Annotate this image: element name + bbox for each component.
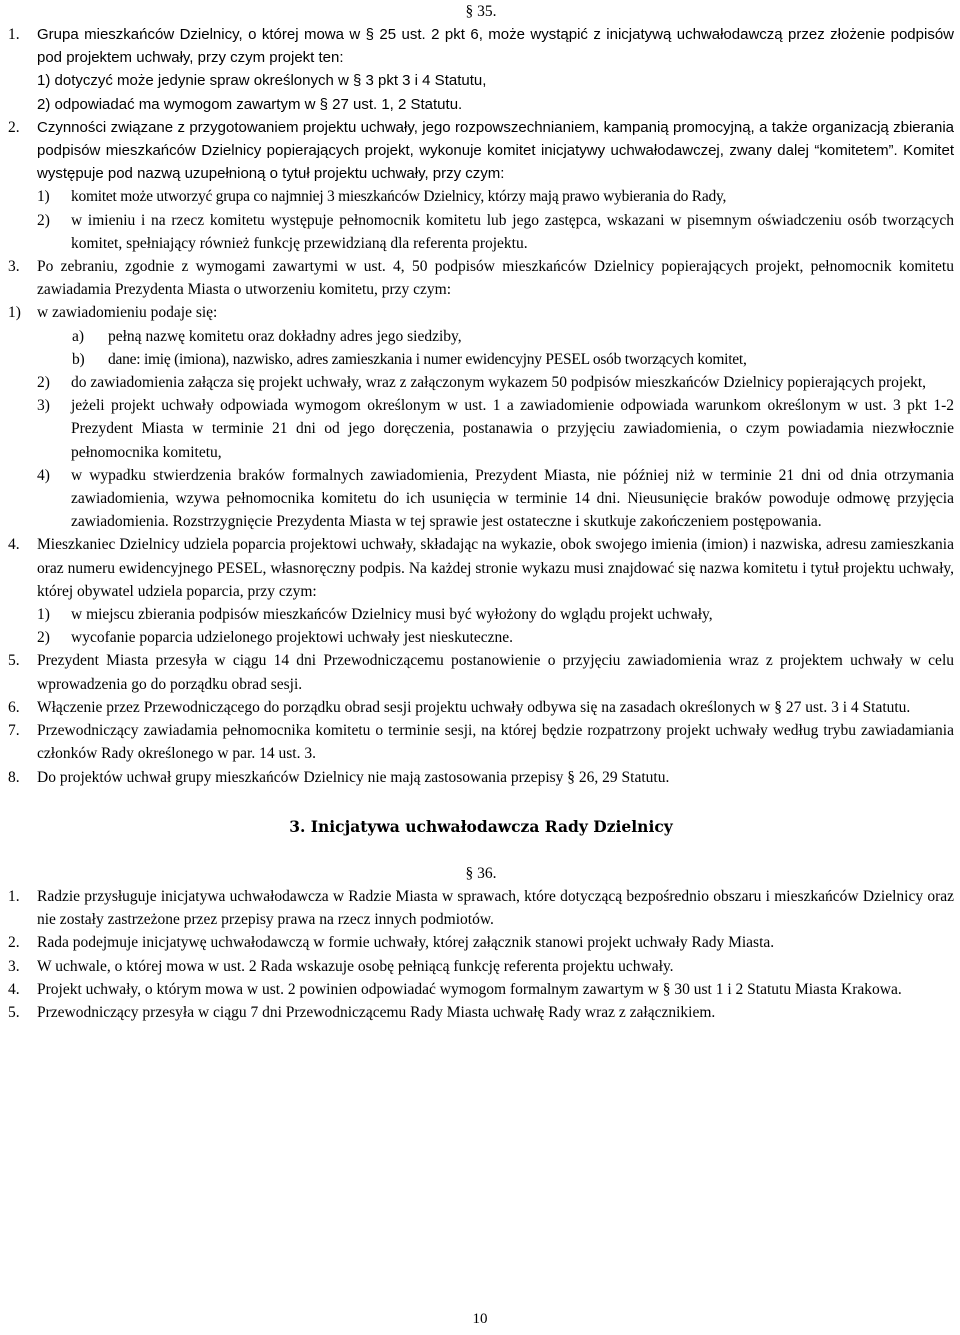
paragraph-number: 1. [8,887,20,905]
paragraph-number: 2. [8,118,20,136]
paragraph-36-4 [8,978,954,1001]
spacer [8,838,954,862]
paragraph-35-4-point-2 [8,626,954,649]
paragraph-number: 4. [8,980,20,998]
point-number: 1) [37,606,50,624]
paragraph-number: 8. [8,768,20,786]
paragraph-35-2-point-1 [8,185,954,208]
paragraph-35-3 [8,255,954,301]
paragraph-text: Przewodniczący zawiadamia pełnomocnika komitetu o terminie sesji, na której będzie rozpatrzony projekt uchwały według trybu zawiadamiania członków Rady określonego w par. 14 ust. 3. [37,722,954,763]
point-text: jeżeli projekt uchwały odpowiada wymogom określonym w ust. 1 a zawiadomienie odpowiada warunkom określonym w ust. 3 pkt 1-2 Prezydent Miasta w terminie 21 dni od jego doręczenia, postanawia o przyjęciu zawiadomienia, o czym powiadamia niezwłocznie pełnomocnika komitetu, [71,397,954,461]
paragraph-text: Przewodniczący przesyła w ciągu 7 dni Przewodniczącemu Rady Miasta uchwałę Rady wraz z załącznikiem. [37,1003,716,1021]
section-heading-35: § 35. [465,3,497,20]
paragraph-number: 5. [8,1003,20,1021]
paragraph-number: 5. [8,652,20,670]
paragraph-35-2-point-2 [8,209,954,255]
paragraph-35-1-point-2 [8,93,954,116]
paragraph-35-3-point-3 [8,394,954,464]
paragraph-35-8 [8,766,954,789]
paragraph-number: 4. [8,536,20,554]
paragraph-35-6 [8,696,954,719]
letter-text: dane: imię (imiona), nazwisko, adres zamieszkania i numer ewidencyjny PESEL osób tworzących komitet, [108,350,747,368]
point-text: w zawiadomieniu podaje się: [37,304,218,322]
paragraph-number: 3. [8,957,20,975]
paragraph-text: Po zebraniu, zgodnie z wymogami zawartymi w ust. 4, 50 podpisów mieszkańców Dzielnicy popierających projekt, pełnomocnik komitetu zawiadamia Prezydenta Miasta o utworzeniu komitetu, przy czym: [37,258,954,299]
point-text: wycofanie poparcia udzielonego projektowi uchwały jest nieskuteczne. [71,629,514,647]
paragraph-text: Włączenie przez Przewodniczącego do porządku obrad sesji projektu uchwały odbywa się na zasadach określonych w § 27 ust. 3 i 4 Statutu. [37,698,911,716]
letter-text: pełną nazwę komitetu oraz dokładny adres jego siedziby, [108,327,462,345]
paragraph-number: 6. [8,698,20,716]
page-number: 10 [472,1311,488,1327]
paragraph-35-7 [8,719,954,765]
paragraph-text: Radzie przysługuje inicjatywa uchwałodawcza w Radzie Miasta w sprawach, które dotyczącą bezpośrednio obszaru i mieszkańców Dzielnicy oraz nie zostały zastrzeżone przez przepisy prawa na rzecz innych podmiotów. [37,887,954,929]
paragraph-35-5 [8,649,954,695]
point-text: dotyczyć może jedynie spraw określonych w § 3 pkt 3 i 4 Statutu, [54,72,487,90]
point-number: 2) [37,95,51,113]
spacer [8,789,954,815]
paragraph-text: Mieszkaniec Dzielnicy udziela poparcia projektowi uchwały, składając na wykazie, obok swojego imienia (imion) i nazwiska, adresu zamieszkania oraz numeru ewidencyjnego PESEL, własnoręczny podpis. Na każdej stronie wykazu musi znajdować się nazwa komitetu i tytuł projektu uchwały, której obywatel udziela poparcia, przy czym: [37,536,954,600]
point-number: 3) [37,397,50,415]
paragraph-35-3-point-1 [8,301,954,324]
point-text: do zawiadomienia załącza się projekt uchwały, wraz z załączonym wykazem 50 podpisów mieszkańców Dzielnicy popierających projekt, [71,374,927,392]
paragraph-text: Projekt uchwały, o którym mowa w ust. 2 powinien odpowiadać wymogom formalnym zawartym w § 30 ust 1 i 2 Statutu Miasta Krakowa. [37,980,902,998]
paragraph-35-3-point-2 [8,371,954,394]
chapter-title: 3. Inicjatywa uchwałodawcza Rady Dzielnicy [289,816,673,836]
paragraph-35-2 [8,116,954,186]
point-number: 1) [8,304,21,322]
paragraph-text: Do projektów uchwał grupy mieszkańców Dzielnicy nie mają zastosowania przepisy § 26, 29 Statutu. [37,768,670,786]
paragraph-text: Prezydent Miasta przesyła w ciągu 14 dni Przewodniczącemu postanowienie o przyjęciu zawiadomienia wraz z projektem uchwały w celu wprowadzenia go do porządku obrad sesji. [37,652,954,693]
paragraph-text: Rada podejmuje inicjatywę uchwałodawczą w formie uchwały, której załącznik stanowi projekt uchwały Rady Miasta. [37,934,775,952]
point-text: w wypadku stwierdzenia braków formalnych zawiadomienia, Prezydent Miasta, nie później niż w terminie 21 dni od dnia otrzymania zawiadomienia, wzywa pełnomocnika komitetu do ich usunięcia w terminie 14 dni. Nieusunięcie braków powoduje odmowę przyjęcia zawiadomienia. Rozstrzygnięcie Prezydenta Miasta w tej sprawie jest ostateczne i skutkuje zakończeniem postępowania. [71,466,954,531]
point-number: 2) [37,629,50,647]
point-number: 1) [37,188,50,206]
paragraph-36-2 [8,931,954,954]
paragraph-35-1 [8,23,954,69]
paragraph-35-3-point-1b [8,348,954,371]
paragraph-35-4 [8,533,954,603]
paragraph-text: Czynności związane z przygotowaniem projektu uchwały, jego rozpowszechnianiem, kampanią promocyjną, a także organizacją zbierania podpisów mieszkańców Dzielnicy popierających projekt, wykonuje komitet inicjatywy uchwałodawczej, zwany dalej “komitetem”. Komitet występuje pod nazwą uzupełnioną o tytuł projektu uchwały, przy czym: [37,118,954,183]
paragraph-number: 2. [8,934,20,952]
paragraph-number: 7. [8,722,20,740]
paragraph-36-3 [8,955,954,978]
paragraph-36-5 [8,1001,954,1024]
letter-number: a) [72,327,85,345]
section-heading-36: § 36. [465,864,497,882]
point-text: w imieniu i na rzecz komitetu występuje pełnomocnik komitetu lub jego zastępca, wskazani w pisemnym oświadczeniu osób tworzących komitet, spełniający również funkcję przewidzianą dla referenta projektu. [71,211,954,252]
paragraph-35-1-point-1 [8,69,954,92]
paragraph-text: W uchwale, o której mowa w ust. 2 Rada wskazuje osobę pełniącą funkcję referenta projektu uchwały. [37,957,674,975]
point-number: 4) [37,466,50,484]
point-text: odpowiadać ma wymogom zawartym w § 27 ust. 1, 2 Statutu. [54,95,463,113]
paragraph-text: Grupa mieszkańców Dzielnicy, o której mowa w § 25 ust. 2 pkt 6, może wystąpić z inicjatywą uchwałodawczą przez złożenie podpisów pod projektem uchwały, przy czym projekt ten: [37,26,954,67]
paragraph-35-4-point-1 [8,603,954,626]
paragraph-number: 1. [8,26,20,43]
paragraph-36-1 [8,885,954,931]
point-text: komitet może utworzyć grupa co najmniej 3 mieszkańców Dzielnicy, którzy mają prawo wybierania do Rady, [71,188,727,206]
point-text: w miejscu zbierania podpisów mieszkańców Dzielnicy musi być wyłożony do wglądu projekt uchwały, [71,606,713,624]
point-number: 1) [37,72,51,90]
document-body [8,0,954,1024]
letter-number: b) [72,350,85,368]
paragraph-number: 3. [8,258,20,276]
point-number: 2) [37,374,50,392]
point-number: 2) [37,211,50,229]
paragraph-35-3-point-1a [8,325,954,348]
paragraph-35-3-point-4 [8,464,954,534]
